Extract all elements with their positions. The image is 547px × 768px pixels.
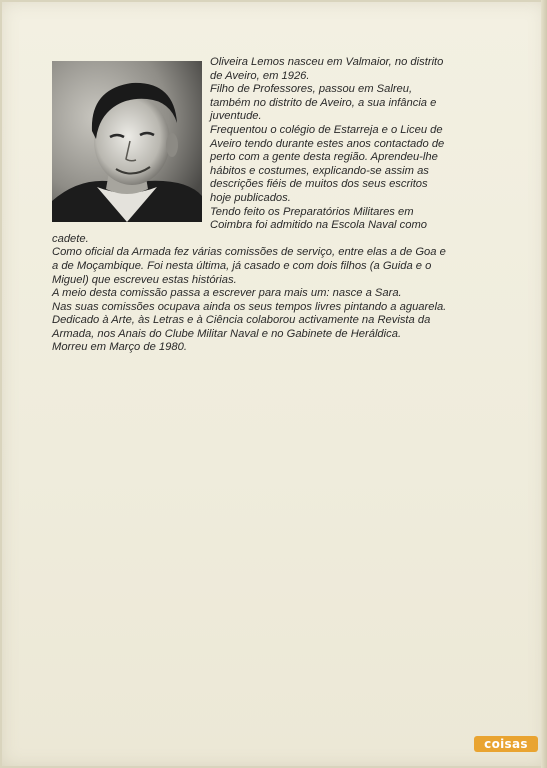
bio-paragraph-birth: Oliveira Lemos nasceu em Valmaior, no distrito de Aveiro, em 1926.	[210, 56, 444, 82]
watermark-label: coisas	[484, 737, 528, 751]
bio-paragraph-death: Morreu em Março de 1980.	[52, 341, 187, 354]
watermark-badge	[474, 736, 538, 752]
bio-paragraph-contributions: Dedicado à Arte, às Letras e à Ciência colaborou activamente na Revista da Armada, nos Anais do Clube Militar Naval e no Gabinete de Heráldica.	[52, 314, 431, 340]
author-biography	[52, 56, 447, 355]
bio-paragraph-painting: Nas suas comissões ocupava ainda os seus tempos livres pintando a aguarela.	[52, 300, 447, 313]
bio-paragraph-service: Como oficial da Armada fez várias comissões de serviço, entre elas a de Goa e a de Moçambique. Foi nesta última, já casado e com dois filhos (a Guida e o Miguel) que escreveu estas histórias.	[52, 246, 446, 286]
bio-paragraph-childhood: Filho de Professores, passou em Salreu, também no distrito de Aveiro, a sua infância e juventude.	[210, 83, 437, 123]
bio-paragraph-education: Frequentou o colégio de Estarreja e o Liceu de Aveiro tendo durante estes anos contactado de perto com a gente desta região. Aprendeu-lhe hábitos e costumes, explicando-se assim as descrições fiéis de muitos dos seus escritos hoje publicados.	[210, 123, 445, 204]
bio-paragraph-naval-school: Tendo feito os Preparatórios Militares em Coimbra foi admitido na Escola Naval como cadete.	[52, 205, 428, 245]
bio-paragraph-sara: A meio desta comissão passa a escrever para mais um: nasce a Sara.	[52, 287, 402, 300]
page-edge	[541, 0, 547, 768]
